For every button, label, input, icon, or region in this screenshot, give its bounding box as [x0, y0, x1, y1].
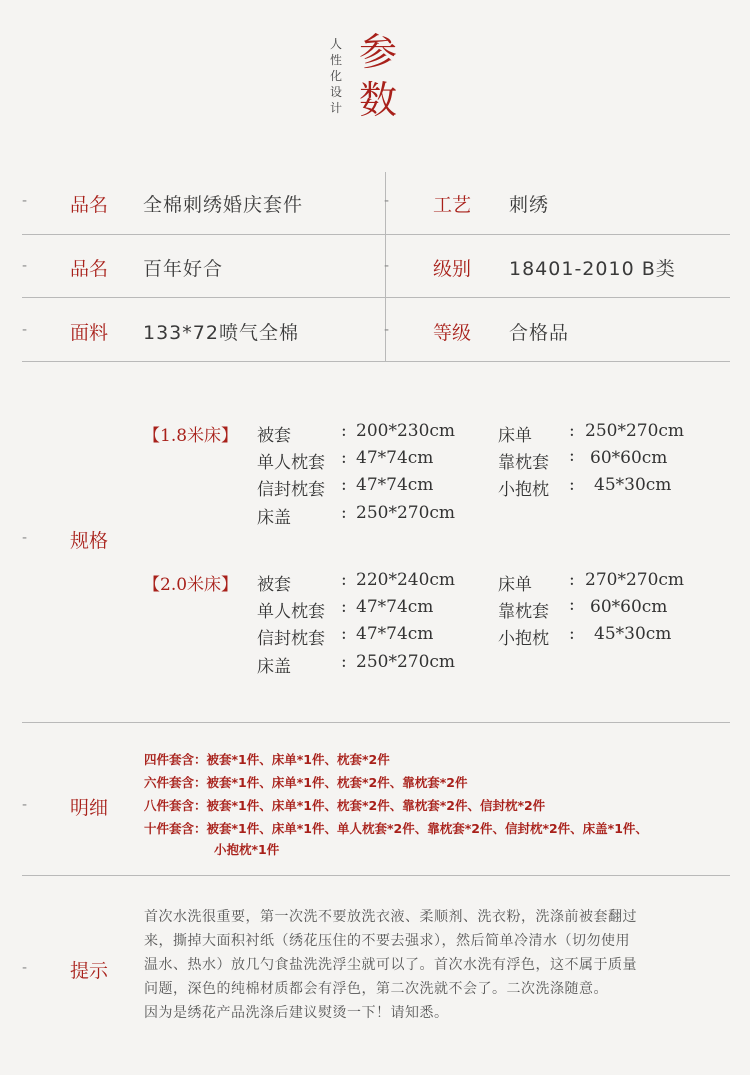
- spec-item-name: 床单: [498, 426, 532, 446]
- spec-item-size: 47*74cm: [356, 624, 434, 644]
- spec-item-name: 信封枕套: [257, 480, 325, 500]
- spec-item-name: 信封枕套: [257, 629, 325, 649]
- spec-colon: :: [341, 421, 347, 441]
- spec-item-size: 60*60cm: [590, 448, 668, 468]
- spec-colon: :: [569, 624, 575, 644]
- row-marker: -: [384, 322, 390, 338]
- row-marker: -: [384, 258, 390, 274]
- bed-size-heading: 【2.0米床】: [143, 575, 239, 595]
- spec-colon: :: [569, 595, 575, 615]
- spec-item-size: 220*240cm: [356, 570, 456, 590]
- info-label: 品名: [70, 194, 109, 216]
- spec-item-size: 45*30cm: [594, 475, 672, 495]
- detail-line: 四件套含：被套*1件、床单*1件、枕套*2件: [144, 752, 390, 767]
- spec-colon: :: [569, 570, 575, 590]
- detail-line: 六件套含：被套*1件、床单*1件、枕套*2件、靠枕套*2件: [144, 775, 468, 790]
- row-marker: -: [384, 193, 390, 209]
- spec-colon: :: [569, 475, 575, 495]
- spec-colon: :: [341, 652, 347, 672]
- spec-item-name: 靠枕套: [498, 453, 549, 473]
- spec-item-name: 靠枕套: [498, 602, 549, 622]
- divider: [22, 297, 730, 298]
- info-value: 合格品: [509, 322, 570, 344]
- spec-item-name: 小抱枕: [498, 629, 549, 649]
- spec-colon: :: [341, 503, 347, 523]
- spec-item-size: 270*270cm: [585, 570, 685, 590]
- tips-line: 来，撕掉大面积衬纸（绣花压住的不要去强求），然后简单冷清水（切勿使用: [144, 933, 630, 949]
- spec-colon: :: [341, 624, 347, 644]
- info-label: 级别: [433, 258, 472, 280]
- row-marker: -: [22, 322, 28, 338]
- detail-line: 十件套含：被套*1件、床单*1件、单人枕套*2件、靠枕套*2件、信封枕*2件、床盖*1件、: [144, 821, 648, 836]
- info-label: 面料: [70, 322, 109, 344]
- row-marker: -: [22, 797, 28, 813]
- spec-colon: :: [341, 475, 347, 495]
- spec-item-size: 200*230cm: [356, 421, 456, 441]
- spec-item-name: 床单: [498, 575, 532, 595]
- spec-colon: :: [569, 446, 575, 466]
- spec-item-size: 250*270cm: [356, 652, 456, 672]
- info-value: 刺绣: [509, 194, 550, 216]
- divider: [22, 875, 730, 876]
- info-label: 工艺: [433, 194, 472, 216]
- spec-item-size: 45*30cm: [594, 624, 672, 644]
- info-value: 百年好合: [143, 258, 224, 280]
- detail-label: 明细: [70, 797, 109, 819]
- row-marker: -: [22, 530, 28, 546]
- info-value: 18401-2010 B类: [509, 258, 676, 280]
- row-marker: -: [22, 258, 28, 274]
- spec-colon: :: [341, 448, 347, 468]
- tips-line: 问题，深色的纯棉材质都会有浮色，第二次洗就不会了。二次洗涤随意。: [144, 981, 608, 997]
- spec-colon: :: [341, 597, 347, 617]
- spec-label: 规格: [70, 530, 109, 552]
- spec-item-name: 单人枕套: [257, 602, 325, 622]
- spec-item-size: 47*74cm: [356, 448, 434, 468]
- divider: [22, 361, 730, 362]
- divider: [22, 234, 730, 235]
- row-marker: -: [22, 960, 28, 976]
- tips-line: 因为是绣花产品洗涤后建议熨烫一下！请知悉。: [144, 1005, 449, 1021]
- spec-item-size: 47*74cm: [356, 475, 434, 495]
- header-title: 参数: [358, 30, 397, 122]
- spec-item-size: 47*74cm: [356, 597, 434, 617]
- info-label: 等级: [433, 322, 472, 344]
- info-value: 全棉刺绣婚庆套件: [143, 194, 304, 216]
- detail-line: 八件套含：被套*1件、床单*1件、枕套*2件、靠枕套*2件、信封枕*2件: [144, 798, 546, 813]
- spec-item-name: 单人枕套: [257, 453, 325, 473]
- info-value: 133*72喷气全棉: [143, 322, 299, 344]
- spec-item-size: 250*270cm: [585, 421, 685, 441]
- detail-line: 小抱枕*1件: [214, 842, 280, 857]
- spec-colon: :: [341, 570, 347, 590]
- spec-item-name: 小抱枕: [498, 480, 549, 500]
- spec-item-name: 床盖: [257, 508, 291, 528]
- spec-item-name: 床盖: [257, 657, 291, 677]
- spec-item-name: 被套: [257, 575, 291, 595]
- divider: [22, 722, 730, 723]
- header-subtitle: 人性化设计: [329, 37, 342, 115]
- tips-line: 首次水洗很重要，第一次洗不要放洗衣液、柔顺剂、洗衣粉，洗涤前被套翻过: [144, 909, 637, 925]
- bed-size-heading: 【1.8米床】: [143, 426, 239, 446]
- tips-label: 提示: [70, 960, 109, 982]
- info-label: 品名: [70, 258, 109, 280]
- spec-item-size: 60*60cm: [590, 597, 668, 617]
- spec-item-size: 250*270cm: [356, 503, 456, 523]
- tips-line: 温水、热水）放几勺食盐洗洗浮尘就可以了。首次水洗有浮色，这不属于质量: [144, 957, 637, 973]
- spec-colon: :: [569, 421, 575, 441]
- spec-item-name: 被套: [257, 426, 291, 446]
- row-marker: -: [22, 193, 28, 209]
